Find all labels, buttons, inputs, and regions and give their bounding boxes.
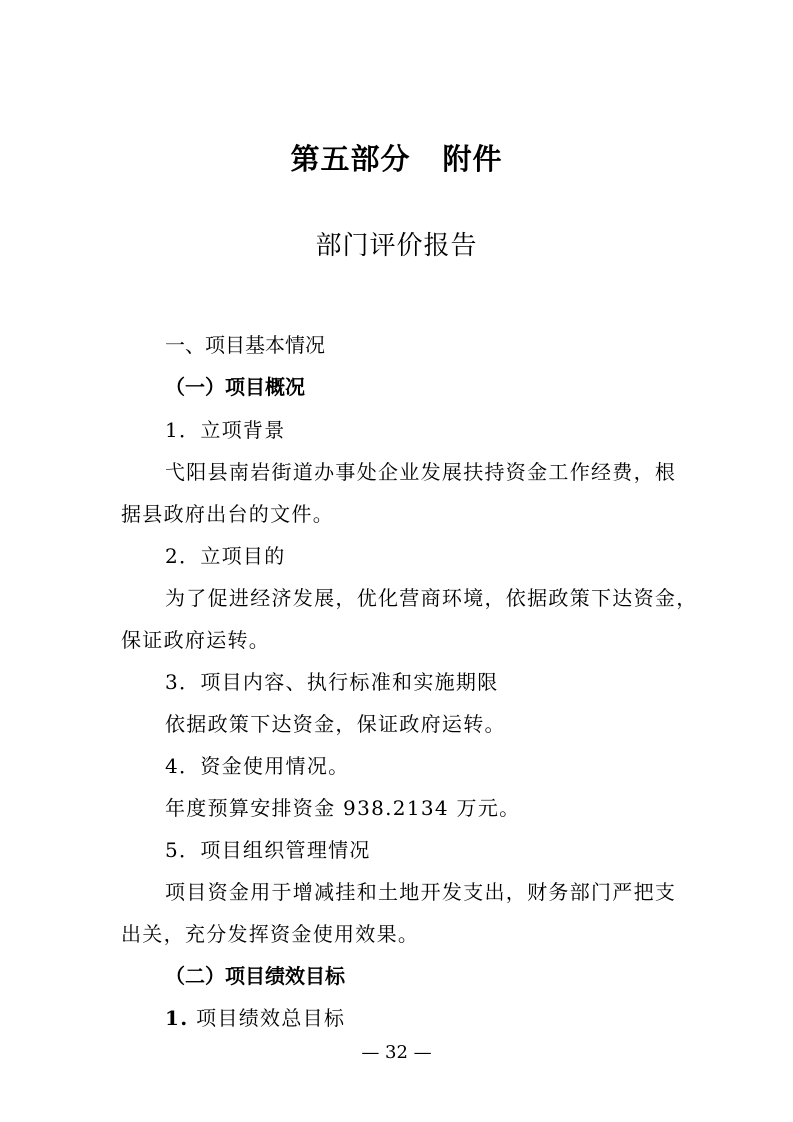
item-heading-purpose: 2．立项目的 <box>165 544 286 568</box>
item-heading-content: 3．项目内容、执行标准和实施期限 <box>165 670 499 694</box>
item-heading-overall-goal <box>165 1008 345 1028</box>
paragraph-content: 依据政策下达资金，保证政府运转。 <box>165 712 506 736</box>
part-title-main: 第五部分 <box>290 142 411 176</box>
item-number: 1. <box>165 1006 189 1030</box>
report-title: 部门评价报告 <box>315 231 478 261</box>
item-heading-background: 1．立项背景 <box>165 418 286 442</box>
paragraph-management-line2: 出关，充分发挥资金使用效果。 <box>121 922 420 946</box>
item-heading-overall-goal-text: 项目绩效总目标 <box>196 1006 346 1030</box>
part-title-sub: 附件 <box>442 142 503 176</box>
page-number: — 32 — <box>361 1042 432 1063</box>
subsection-heading-overview: （一）项目概况 <box>165 375 305 399</box>
paragraph-purpose-line2: 保证政府运转。 <box>121 628 271 652</box>
section-heading-basic-info: 一、项目基本情况 <box>165 333 325 357</box>
item-heading-management: 5．项目组织管理情况 <box>165 838 371 862</box>
item-heading-funds: 4．资金使用情况。 <box>165 754 350 778</box>
paragraph-background-line1: 弋阳县南岩街道办事处企业发展扶持资金工作经费，根 <box>165 460 677 484</box>
paragraph-management-line1: 项目资金用于增减挂和土地开发支出，财务部门严把支 <box>165 880 677 904</box>
paragraph-purpose-line1: 为了促进经济发展，优化营商环境，依据政策下达资金， <box>165 586 698 610</box>
paragraph-background-line2: 据县政府出台的文件。 <box>121 502 334 526</box>
subsection-heading-goals: （二）项目绩效目标 <box>165 964 345 988</box>
paragraph-funds: 年度预算安排资金 938.2134 万元。 <box>165 796 521 820</box>
part-title <box>0 142 793 176</box>
